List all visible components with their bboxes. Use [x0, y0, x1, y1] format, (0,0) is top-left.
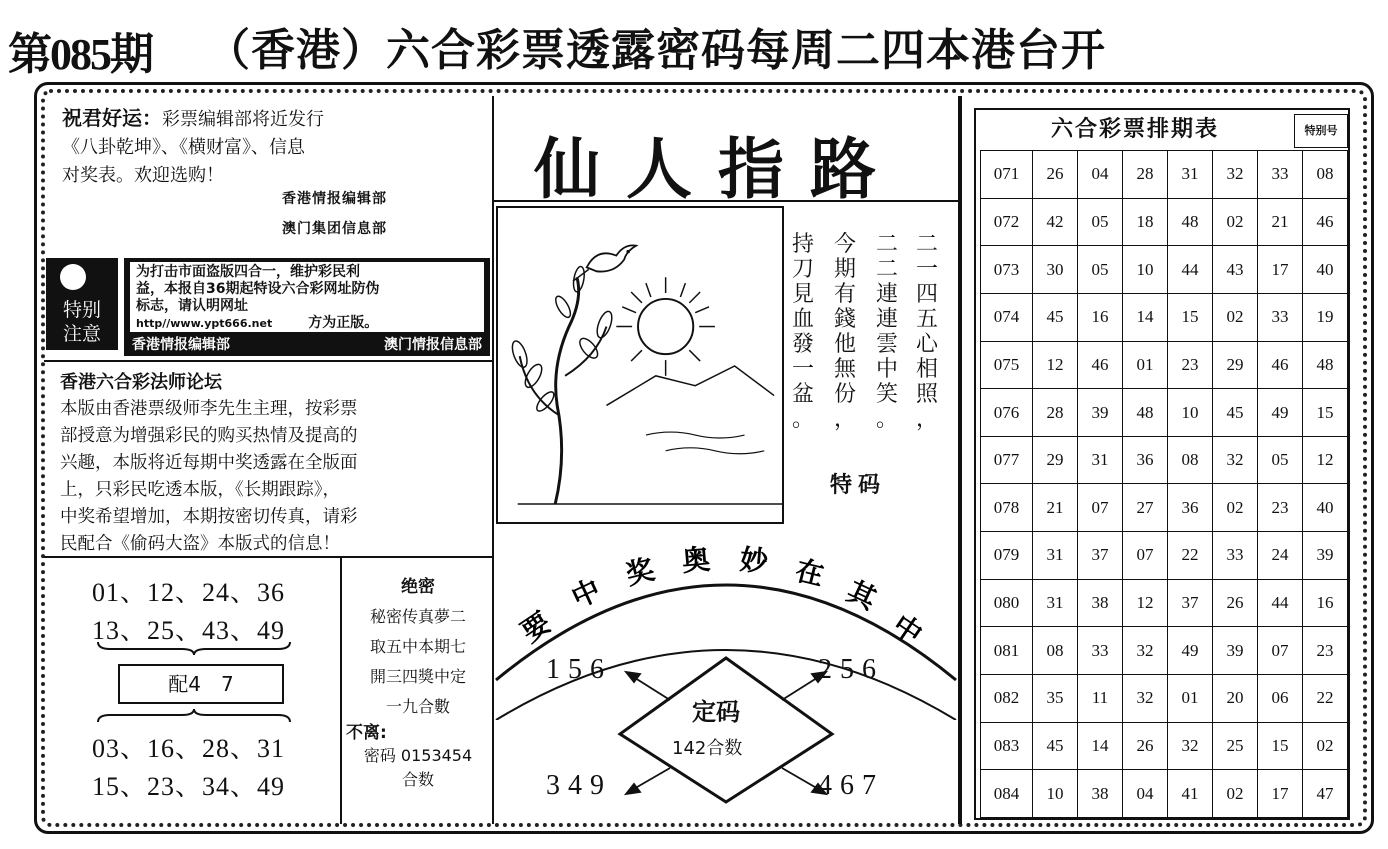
number-cell: 05 — [1258, 436, 1303, 484]
arc-character: 中 — [886, 608, 929, 652]
number-cell: 39 — [1213, 627, 1258, 675]
xianren-title: 仙人指路 — [534, 130, 902, 208]
poem-column: 二 一 四 五 心 相 照 ， — [915, 232, 938, 432]
table-row — [981, 579, 1348, 627]
number-cell: 01 — [1123, 341, 1168, 389]
notice-line: 益，本报自36期起特设六合彩网址防伪 — [136, 281, 380, 297]
number-cell: 26 — [1213, 579, 1258, 627]
number-cell: 32 — [1123, 675, 1168, 723]
number-cell: 20 — [1213, 675, 1258, 723]
schedule-table-title: 六合彩票排期表 — [1050, 117, 1219, 142]
buli-label: 不离: — [346, 723, 387, 743]
arc-character: 奖 — [622, 552, 658, 592]
number-cell: 10 — [1168, 389, 1213, 437]
number-cell: 21 — [1033, 484, 1078, 532]
number-cell: 04 — [1078, 151, 1123, 199]
number-cell: 12 — [1123, 579, 1168, 627]
arc-character: 妙 — [738, 543, 770, 579]
greeting-signature: 澳门集团信息部 — [282, 221, 387, 237]
number-cell: 45 — [1213, 389, 1258, 437]
number-cell: 36 — [1168, 484, 1213, 532]
number-cell: 33 — [1213, 532, 1258, 580]
greeting-block — [62, 104, 482, 190]
number-cell: 08 — [1303, 151, 1348, 199]
number-cell: 37 — [1078, 532, 1123, 580]
number-cell: 46 — [1258, 341, 1303, 389]
period-cell: 076 — [981, 389, 1033, 437]
number-cell: 07 — [1123, 532, 1168, 580]
brace-down-icon — [96, 640, 292, 656]
number-cell: 24 — [1258, 532, 1303, 580]
number-cell: 44 — [1168, 246, 1213, 294]
notice-footer-left: 香港情报编辑部 — [132, 337, 230, 353]
number-cell: 12 — [1033, 341, 1078, 389]
right-column-divider — [958, 96, 962, 824]
schedule-table — [980, 150, 1348, 818]
number-cell: 32 — [1168, 722, 1213, 770]
period-cell: 082 — [981, 675, 1033, 723]
number-cell: 42 — [1033, 198, 1078, 246]
number-cell: 32 — [1123, 627, 1168, 675]
greeting-signature: 香港情报编辑部 — [282, 191, 387, 207]
period-cell: 074 — [981, 293, 1033, 341]
poem-column: 二 二 連 連 雲 中 笑 。 — [875, 232, 898, 432]
number-cell: 10 — [1033, 770, 1078, 818]
table-row — [981, 532, 1348, 580]
number-cell: 46 — [1303, 198, 1348, 246]
number-cell: 08 — [1033, 627, 1078, 675]
tree-sun-illustration — [496, 206, 784, 524]
table-row — [981, 293, 1348, 341]
number-cell: 49 — [1258, 389, 1303, 437]
number-cell: 02 — [1213, 484, 1258, 532]
arc-character: 其 — [841, 574, 882, 617]
number-row: 01、12、24、36 — [92, 578, 286, 607]
number-cell: 23 — [1303, 627, 1348, 675]
number-cell: 28 — [1123, 151, 1168, 199]
number-cell: 05 — [1078, 246, 1123, 294]
forum-line: 本版由香港票级师李先生主理，按彩票 — [60, 399, 358, 419]
number-cell: 40 — [1303, 484, 1348, 532]
secret-heshu: 合数 — [401, 770, 434, 789]
dingma-sum: 142合数 — [672, 738, 743, 759]
period-cell: 084 — [981, 770, 1033, 818]
number-cell: 46 — [1078, 341, 1123, 389]
number-cell: 47 — [1303, 770, 1348, 818]
number-cell: 33 — [1258, 151, 1303, 199]
number-cell: 43 — [1213, 246, 1258, 294]
number-cell: 02 — [1213, 198, 1258, 246]
number-cell: 15 — [1258, 722, 1303, 770]
number-cell: 38 — [1078, 770, 1123, 818]
number-cell: 10 — [1123, 246, 1168, 294]
number-cell: 48 — [1303, 341, 1348, 389]
number-cell: 07 — [1078, 484, 1123, 532]
greeting-lead: 祝君好运： — [62, 106, 162, 130]
period-cell: 080 — [981, 579, 1033, 627]
number-cell: 33 — [1078, 627, 1123, 675]
table-row — [981, 675, 1348, 723]
ball-icon — [60, 264, 86, 290]
table-row — [981, 436, 1348, 484]
number-cell: 17 — [1258, 246, 1303, 294]
number-cell: 48 — [1123, 389, 1168, 437]
table-row — [981, 389, 1348, 437]
number-cell: 18 — [1123, 198, 1168, 246]
number-cell: 15 — [1303, 389, 1348, 437]
forum-line: 上，只彩民吃透本版，《长期跟踪》， — [60, 480, 340, 500]
secret-divider — [340, 556, 342, 824]
page-header — [8, 8, 1378, 80]
number-cell: 12 — [1303, 436, 1348, 484]
dingma-number: 349 — [546, 770, 612, 801]
poem — [788, 232, 948, 452]
number-cell: 28 — [1033, 389, 1078, 437]
forum-title: 香港六合彩法师论坛 — [60, 372, 222, 393]
dingma-number: 467 — [818, 770, 884, 801]
number-cell: 31 — [1033, 532, 1078, 580]
number-cell: 30 — [1033, 246, 1078, 294]
secret-heading: 绝密 — [401, 577, 435, 597]
period-cell: 071 — [981, 151, 1033, 199]
page-headline: （香港）六合彩票透露密码每周二四本港台开 — [206, 25, 1106, 76]
number-cell: 45 — [1033, 722, 1078, 770]
number-cell: 44 — [1258, 579, 1303, 627]
notice-badge-label: 注意 — [62, 323, 101, 345]
arc-character: 奥 — [680, 542, 712, 578]
number-cell: 32 — [1213, 436, 1258, 484]
table-row — [981, 341, 1348, 389]
table-row — [981, 151, 1348, 199]
secret-line: 取五中本期七 — [369, 637, 466, 656]
dingma-number: 256 — [818, 654, 884, 685]
notice-line: 为打击市面盗版四合一，维护彩民利 — [136, 264, 360, 280]
number-cell: 31 — [1168, 151, 1213, 199]
arc-character: 要 — [515, 605, 557, 649]
table-row — [981, 198, 1348, 246]
tema-label: 特码 — [830, 473, 887, 498]
number-cell: 19 — [1303, 293, 1348, 341]
number-cell: 06 — [1258, 675, 1303, 723]
schedule-table-panel — [974, 108, 1350, 820]
forum-body — [60, 396, 484, 558]
number-cell: 14 — [1078, 722, 1123, 770]
period-cell: 083 — [981, 722, 1033, 770]
number-cell: 02 — [1213, 293, 1258, 341]
arc-character: 中 — [566, 572, 606, 615]
poem-column: 持 刀 見 血 發 一 盆 。 — [791, 232, 814, 432]
secret-line: 一九合數 — [385, 697, 450, 716]
number-cell: 22 — [1168, 532, 1213, 580]
number-cell: 01 — [1168, 675, 1213, 723]
number-cell: 31 — [1078, 436, 1123, 484]
dingma-label: 定码 — [692, 698, 740, 726]
secret-code: 密码 0153454 — [363, 746, 473, 765]
number-row: 13、25、43、49 — [92, 616, 286, 645]
number-cell: 45 — [1033, 293, 1078, 341]
table-row — [981, 484, 1348, 532]
number-cell: 23 — [1168, 341, 1213, 389]
special-notice-badge — [46, 258, 118, 350]
number-cell: 02 — [1213, 770, 1258, 818]
special-number-header: 特别号 — [1294, 114, 1348, 148]
number-cell: 31 — [1033, 579, 1078, 627]
number-cell: 04 — [1123, 770, 1168, 818]
number-cell: 33 — [1258, 293, 1303, 341]
number-cell: 11 — [1078, 675, 1123, 723]
number-cell: 29 — [1033, 436, 1078, 484]
number-cell: 29 — [1213, 341, 1258, 389]
greeting-line: 彩票编辑部将近发行 — [162, 109, 324, 130]
number-cell: 36 — [1123, 436, 1168, 484]
secret-line: 開三四獎中定 — [369, 667, 466, 686]
forum-line: 民配合《偷码大盗》本版式的信息！ — [60, 534, 340, 554]
number-cell: 41 — [1168, 770, 1213, 818]
number-cell: 37 — [1168, 579, 1213, 627]
notice-box — [124, 258, 490, 356]
dingma-diamond — [606, 650, 846, 810]
number-cell: 49 — [1168, 627, 1213, 675]
period-cell: 081 — [981, 627, 1033, 675]
number-cell: 05 — [1078, 198, 1123, 246]
forum-line: 兴趣，本版将近每期中奖透露在全版面 — [60, 453, 358, 473]
number-cell: 07 — [1258, 627, 1303, 675]
issue-number: 第085期 — [8, 30, 152, 79]
period-cell: 072 — [981, 198, 1033, 246]
number-cell: 02 — [1303, 722, 1348, 770]
notice-line: 标志，请认明网址 — [136, 298, 248, 314]
forum-line: 部授意为增强彩民的购买热情及提高的 — [60, 426, 358, 446]
poem-column: 今 期 有 錢 他 無 份 ， — [833, 232, 856, 432]
number-row: 15、23、34、49 — [92, 772, 286, 801]
number-cell: 22 — [1303, 675, 1348, 723]
number-cell: 48 — [1168, 198, 1213, 246]
number-cell: 40 — [1303, 246, 1348, 294]
period-cell: 073 — [981, 246, 1033, 294]
number-cell: 17 — [1258, 770, 1303, 818]
number-cell: 39 — [1078, 389, 1123, 437]
number-cell: 32 — [1213, 151, 1258, 199]
brace-up-icon — [96, 708, 292, 724]
number-cell: 14 — [1123, 293, 1168, 341]
table-row — [981, 722, 1348, 770]
secret-block — [346, 572, 490, 792]
table-row — [981, 627, 1348, 675]
greeting-line: 《八卦乾坤》、《横财富》、信息 — [62, 137, 305, 158]
number-row: 03、16、28、31 — [92, 734, 286, 763]
number-cell: 23 — [1258, 484, 1303, 532]
number-cell: 16 — [1303, 579, 1348, 627]
greeting-line: 对奖表。欢迎选购！ — [62, 165, 224, 186]
forum-line: 中奖希望增加，本期按密切传真，请彩 — [60, 507, 358, 527]
notice-url: http//www.ypt666.net — [136, 317, 273, 330]
period-cell: 075 — [981, 341, 1033, 389]
number-cell: 26 — [1123, 722, 1168, 770]
period-cell: 078 — [981, 484, 1033, 532]
notice-genuine: 方为正版。 — [308, 315, 379, 331]
number-cell: 27 — [1123, 484, 1168, 532]
dingma-number: 156 — [546, 654, 612, 685]
number-cell: 35 — [1033, 675, 1078, 723]
table-row — [981, 770, 1348, 818]
number-cell: 08 — [1168, 436, 1213, 484]
period-cell: 077 — [981, 436, 1033, 484]
number-cell: 26 — [1033, 151, 1078, 199]
notice-badge-label: 特别 — [62, 299, 101, 321]
number-cell: 15 — [1168, 293, 1213, 341]
number-cell: 38 — [1078, 579, 1123, 627]
number-cell: 39 — [1303, 532, 1348, 580]
number-cell: 25 — [1213, 722, 1258, 770]
period-cell: 079 — [981, 532, 1033, 580]
secret-line: 秘密传真夢二 — [369, 607, 466, 626]
notice-divider — [44, 360, 492, 362]
number-cell: 16 — [1078, 293, 1123, 341]
pei-box: 配4 7 — [118, 664, 284, 704]
table-row — [981, 246, 1348, 294]
notice-footer-right: 澳门情报信息部 — [384, 337, 482, 353]
number-cell: 21 — [1258, 198, 1303, 246]
arc-character: 在 — [792, 553, 828, 593]
